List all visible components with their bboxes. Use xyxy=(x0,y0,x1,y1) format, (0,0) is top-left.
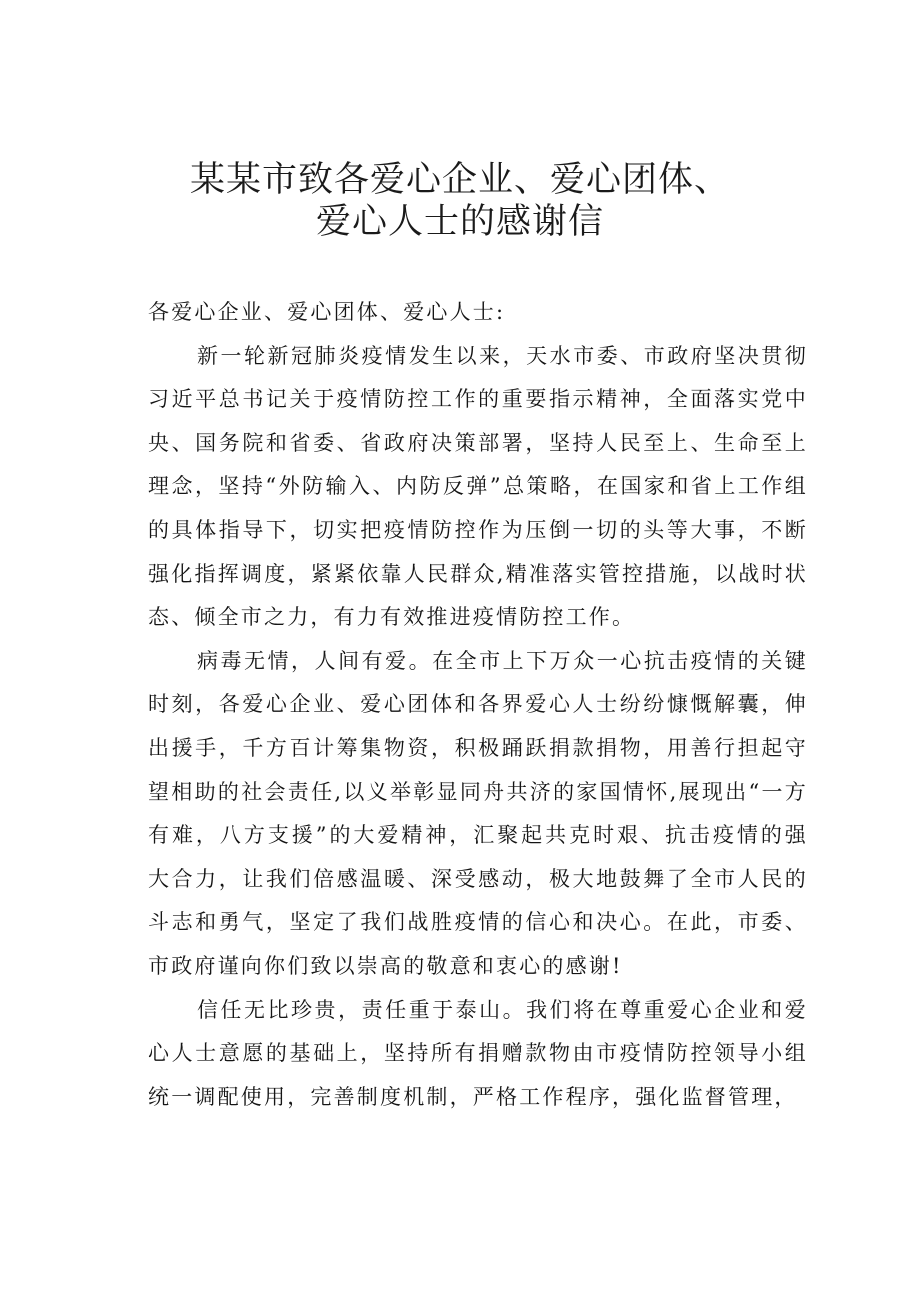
paragraph-2: 病毒无情，人间有爱。在全市上下万众一心抗击疫情的关键时刻，各爱心企业、爱心团体和各界爱心人士纷纷慷慨解囊，伸出援手，千方百计筹集物资，积极踊跃捐款捐物，用善行担起守望相助的社会责任,以义举彰显同舟共济的家国情怀,展现出“一方有难，八方支援”的大爱精神，汇聚起共克时艰、抗击疫情的强大合力，让我们倍感温暖、深受感动，极大地鼓舞了全市人民的斗志和勇气，坚定了我们战胜疫情的信心和决心。在此，市委、市政府谨向你们致以崇高的敬意和衷心的感谢! xyxy=(148,648,808,978)
document-title-line-1: 某某市致各爱心企业、爱心团体、 xyxy=(189,160,730,200)
paragraph-3: 信任无比珍贵，责任重于泰山。我们将在尊重爱心企业和爱心人士意愿的基础上，坚持所有捐赠款物由市疫情防控领导小组统一调配使用，完善制度机制，严格工作程序，强化监督管理， xyxy=(148,997,808,1109)
letter-body xyxy=(148,291,808,1119)
paragraph-1: 新一轮新冠肺炎疫情发生以来，天水市委、市政府坚决贯彻习近平总书记关于疫情防控工作的重要指示精神，全面落实党中央、国务院和省委、省政府决策部署，坚持人民至上、生命至上理念，坚持“外防输入、内防反弹”总策略，在国家和省上工作组的具体指导下，切实把疫情防控作为压倒一切的头等大事，不断强化指挥调度，紧紧依靠人民群众,精准落实管控措施，以战时状态、倾全市之力，有力有效推进疫情防控工作。 xyxy=(148,343,808,630)
salutation: 各爱心企业、爱心团体、爱心人士: xyxy=(148,300,506,324)
document-title-line-2: 爱心人士的感谢信 xyxy=(315,202,604,242)
